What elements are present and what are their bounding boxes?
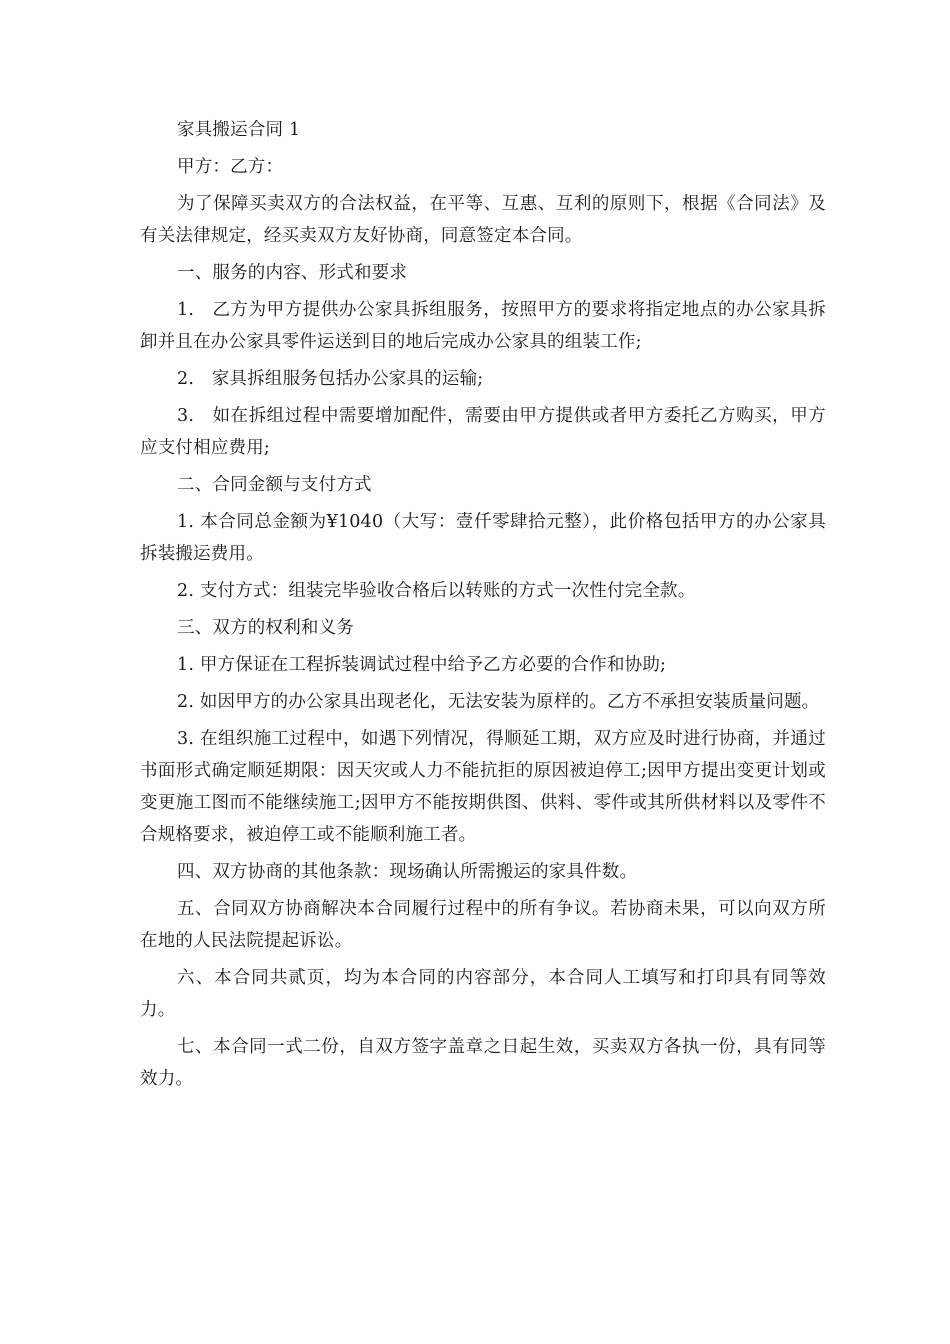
clause-1-1: 1. 乙方为甲方提供办公家具拆组服务，按照甲方的要求将指定地点的办公家具拆卸并且在办公家具零件运送到目的地后完成办公家具的组装工作; [140, 300, 826, 352]
clause-1-3: 3. 如在拆组过程中需要增加配件，需要由甲方提供或者甲方委托乙方购买，甲方应支付相应费用; [140, 406, 826, 458]
section-heading-3: 三、双方的权利和义务 [177, 618, 354, 638]
preamble-paragraph: 为了保障买卖双方的合法权益，在平等、互惠、互利的原则下，根据《合同法》及有关法律规定，经买卖双方友好协商，同意签定本合同。 [140, 194, 826, 246]
clause-3-1: 1. 甲方保证在工程拆装调试过程中给予乙方必要的合作和协助; [177, 655, 667, 675]
section-6: 六、本合同共贰页，均为本合同的内容部分，本合同人工填写和打印具有同等效力。 [140, 968, 826, 1020]
section-7: 七、本合同一式二份，自双方签字盖章之日起生效，买卖双方各执一份，具有同等效力。 [140, 1037, 826, 1089]
clause-1-2: 2. 家具拆组服务包括办公家具的运输; [177, 369, 484, 389]
document-title: 家具搬运合同 1 [177, 120, 301, 140]
clause-3-3: 3. 在组织施工过程中，如遇下列情况，得顺延工期，双方应及时进行协商，并通过书面形式确定顺延期限：因天灾或人力不能抗拒的原因被迫停工;因甲方提出变更计划或变更施工图而不能继续施工;因甲方不能按期供图、供料、零件或其所供材料以及零件不合规格要求，被迫停工或不能顺利施工者。 [140, 729, 826, 845]
section-heading-2: 二、合同金额与支付方式 [177, 475, 372, 495]
section-5: 五、合同双方协商解决本合同履行过程中的所有争议。若协商未果，可以向双方所在地的人民法院提起诉讼。 [140, 899, 826, 951]
section-heading-1: 一、服务的内容、形式和要求 [177, 263, 408, 283]
parties-line: 甲方：乙方： [177, 157, 284, 177]
section-4: 四、双方协商的其他条款：现场确认所需搬运的家具件数。 [177, 862, 638, 882]
clause-2-2: 2. 支付方式：组装完毕验收合格后以转账的方式一次性付完全款。 [177, 581, 696, 601]
clause-2-1: 1. 本合同总金额为¥1040（大写：壹仟零肆拾元整），此价格包括甲方的办公家具拆装搬运费用。 [140, 512, 826, 564]
clause-3-2: 2. 如因甲方的办公家具出现老化，无法安装为原样的。乙方不承担安装质量问题。 [177, 692, 820, 712]
